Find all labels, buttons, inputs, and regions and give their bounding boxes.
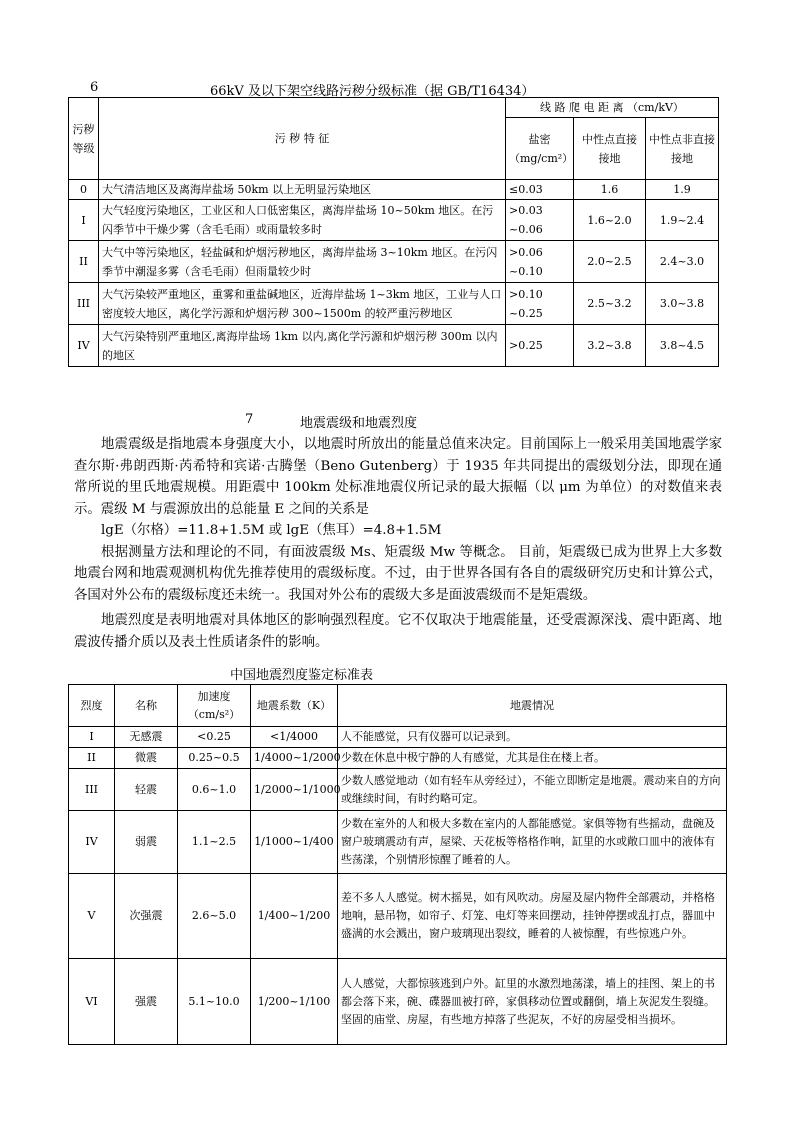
acceleration-cell: <0.25 bbox=[178, 727, 251, 748]
description-header: 地震情况 bbox=[338, 685, 727, 727]
description-cell: 少数人感觉地动（如有轻车从旁经过），不能立即断定是地震。震动来自的方向或继续时间，有时约略可定。 bbox=[338, 769, 727, 811]
coefficient-cell: <1/4000 bbox=[251, 727, 338, 748]
table-row bbox=[69, 769, 727, 811]
indirect-cell: 2.4~3.0 bbox=[646, 241, 719, 283]
table-row bbox=[69, 325, 719, 367]
feature-cell: 大气污染特别严重地区,离海岸盐场 1km 以内,离化学污源和炉烟污秽 300m 以内的地区 bbox=[99, 325, 506, 367]
paragraph-magnitude-types: 根据测量方法和理论的不同，有面波震级 Ms、矩震级 Mw 等概念。 目前，矩震级已成为世界上大多数地震台网和地震观测机构优先推荐使用的震级标度。不过，由于世界各国有各自的震级研究历史和计算公式，各国对外公布的震级标度还未统一。我国对外公布的震级大多是面波震级而不是矩震级。 bbox=[74, 544, 722, 603]
coefficient-header: 地震系数（K） bbox=[251, 685, 338, 727]
coefficient-cell: 1/200~1/100 bbox=[251, 959, 338, 1045]
direct-cell: 1.6~2.0 bbox=[574, 200, 646, 241]
salt-cell: >0.06 ~0.10 bbox=[506, 241, 574, 283]
description-cell: 差不多人人感觉。树木摇晃，如有风吹动。房屋及屋内物件全部震动，并格格地响，悬吊物，如帘子、灯笼、电灯等来回摆动，挂钟停摆或乱打点，器皿中盛满的水会溅出，窗户玻璃现出裂纹，睡着的人被惊醒，有些惊逃户外。 bbox=[338, 874, 727, 959]
description-cell: 人不能感觉，只有仪器可以记录到。 bbox=[338, 727, 727, 748]
name-cell: 无感震 bbox=[115, 727, 178, 748]
section7-title: 地震震级和地震烈度 bbox=[300, 416, 418, 431]
acceleration-cell: 0.6~1.0 bbox=[178, 769, 251, 811]
feature-cell: 大气清洁地区及离海岸盐场 50km 以上无明显污染地区 bbox=[99, 180, 506, 200]
grade-cell: II bbox=[69, 241, 99, 283]
degree-cell: VI bbox=[69, 959, 115, 1045]
neutral-indirect-header: 中性点非直接接地 bbox=[646, 118, 719, 180]
acceleration-cell: 2.6~5.0 bbox=[178, 874, 251, 959]
table-row bbox=[69, 283, 719, 325]
salt-cell: >0.03 ~0.06 bbox=[506, 200, 574, 241]
indirect-cell: 1.9~2.4 bbox=[646, 200, 719, 241]
coefficient-cell: 1/400~1/200 bbox=[251, 874, 338, 959]
acceleration-cell: 0.25~0.5 bbox=[178, 748, 251, 769]
coefficient-cell: 1/1000~1/400 bbox=[251, 811, 338, 874]
table-row bbox=[69, 874, 727, 959]
section6-number: 6 bbox=[90, 80, 99, 95]
salt-density-header: 盐密（mg/cm²） bbox=[506, 118, 574, 180]
name-cell: 次强震 bbox=[115, 874, 178, 959]
table-row bbox=[69, 959, 727, 1045]
paragraph-intensity: 地震烈度是表明地震对具体地区的影响强烈程度。它不仅取决于地震能量，还受震源深浅、震中距离、地震波传播介质以及表土性质诸条件的影响。 bbox=[74, 613, 722, 650]
name-cell: 微震 bbox=[115, 748, 178, 769]
section6-title: 66kV 及以下架空线路污秽分级标准（据 GB/T16434） bbox=[210, 84, 535, 99]
name-cell: 轻震 bbox=[115, 769, 178, 811]
degree-cell: IV bbox=[69, 811, 115, 874]
feature-header bbox=[99, 98, 506, 180]
table-row bbox=[69, 811, 727, 874]
description-cell: 少数在室外的人和极大多数在室内的人都能感觉。家俱等物有些摇动，盘碗及窗户玻璃震动有声，屋梁、天花板等格格作响，缸里的水或敞口皿中的液体有些荡漾，个别情形惊醒了睡着的人。 bbox=[338, 811, 727, 874]
degree-cell: I bbox=[69, 727, 115, 748]
salt-cell: ≤0.03 bbox=[506, 180, 574, 200]
grade-cell: III bbox=[69, 283, 99, 325]
table-row bbox=[69, 241, 719, 283]
coefficient-cell: 1/2000~1/1000 bbox=[251, 769, 338, 811]
intensity-table-title: 中国地震烈度鉴定标准表 bbox=[230, 668, 374, 683]
degree-cell: II bbox=[69, 748, 115, 769]
coefficient-cell: 1/4000~1/2000 bbox=[251, 748, 338, 769]
salt-cell: >0.10 ~0.25 bbox=[506, 283, 574, 325]
salt-cell: >0.25 bbox=[506, 325, 574, 367]
feature-header-label: 污 秽 特 征 bbox=[274, 132, 330, 145]
grade-cell: IV bbox=[69, 325, 99, 367]
energy-formula: lgE（尔格）=11.8+1.5M 或 lgE（焦耳）=4.8+1.5M bbox=[101, 523, 442, 538]
feature-cell: 大气污染较严重地区，重雾和重盐碱地区，近海岸盐场 1~3km 地区，工业与人口密度较大地区，离化学污源和炉烟污秽 300~1500m 的较严重污秽地区 bbox=[99, 283, 506, 325]
intensity-table bbox=[68, 684, 727, 1045]
table-row bbox=[69, 200, 719, 241]
table-row bbox=[69, 727, 727, 748]
pollution-grade-table bbox=[68, 97, 719, 367]
name-cell: 弱震 bbox=[115, 811, 178, 874]
table-row bbox=[69, 180, 719, 200]
table-row bbox=[69, 748, 727, 769]
name-cell: 强震 bbox=[115, 959, 178, 1045]
grade-cell: 0 bbox=[69, 180, 99, 200]
paragraph-magnitude: 地震震级是指地震本身强度大小，以地震时所放出的能量总值来决定。目前国际上一般采用美国地震学家查尔斯·弗朗西斯·芮希特和宾诺·古腾堡（Beno Gutenberg）于 1935 年共同提出的震级划分法，即现在通常所说的里氏地震规模。用距震中 100km 处标准地震仪所记录的最大振幅（以 μm 为单位）的对数值来表示。震级 M 与震源放出的总能量 E 之间的关系是 bbox=[74, 437, 722, 517]
acceleration-cell: 5.1~10.0 bbox=[178, 959, 251, 1045]
description-cell: 人人感觉，大都惊骇逃到户外。缸里的水激烈地荡漾，墙上的挂图、架上的书都会落下来，碗、碟器皿被打碎，家俱移动位置或翻倒，墙上灰泥发生裂缝。坚固的庙堂、房屋，有些地方掉落了些泥灰，不好的房屋受相当损坏。 bbox=[338, 959, 727, 1045]
indirect-cell: 3.8~4.5 bbox=[646, 325, 719, 367]
direct-cell: 3.2~3.8 bbox=[574, 325, 646, 367]
direct-cell: 1.6 bbox=[574, 180, 646, 200]
grade-cell: I bbox=[69, 200, 99, 241]
grade-header: 污秽等级 bbox=[69, 98, 99, 180]
acceleration-header: 加速度（cm/s²） bbox=[178, 685, 251, 727]
degree-header: 烈度 bbox=[69, 685, 115, 727]
name-header: 名称 bbox=[115, 685, 178, 727]
indirect-cell: 3.0~3.8 bbox=[646, 283, 719, 325]
neutral-direct-header: 中性点直接接地 bbox=[574, 118, 646, 180]
degree-cell: III bbox=[69, 769, 115, 811]
feature-cell: 大气轻度污染地区，工业区和人口低密集区，离海岸盐场 10~50km 地区。在污闪季节中干燥少雾（含毛毛雨）或雨量较多时 bbox=[99, 200, 506, 241]
description-cell: 少数在休息中极宁静的人有感觉，尤其是住在楼上者。 bbox=[338, 748, 727, 769]
direct-cell: 2.5~3.2 bbox=[574, 283, 646, 325]
creep-distance-header: 线 路 爬 电 距 离 （cm/kV） bbox=[506, 98, 719, 118]
section7-number: 7 bbox=[245, 412, 254, 427]
acceleration-cell: 1.1~2.5 bbox=[178, 811, 251, 874]
indirect-cell: 1.9 bbox=[646, 180, 719, 200]
direct-cell: 2.0~2.5 bbox=[574, 241, 646, 283]
feature-cell: 大气中等污染地区，轻盐碱和炉烟污秽地区，离海岸盐场 3~10km 地区。在污闪季节中潮湿多雾（含毛毛雨）但雨量较少时 bbox=[99, 241, 506, 283]
section7-body bbox=[74, 434, 722, 653]
degree-cell: V bbox=[69, 874, 115, 959]
